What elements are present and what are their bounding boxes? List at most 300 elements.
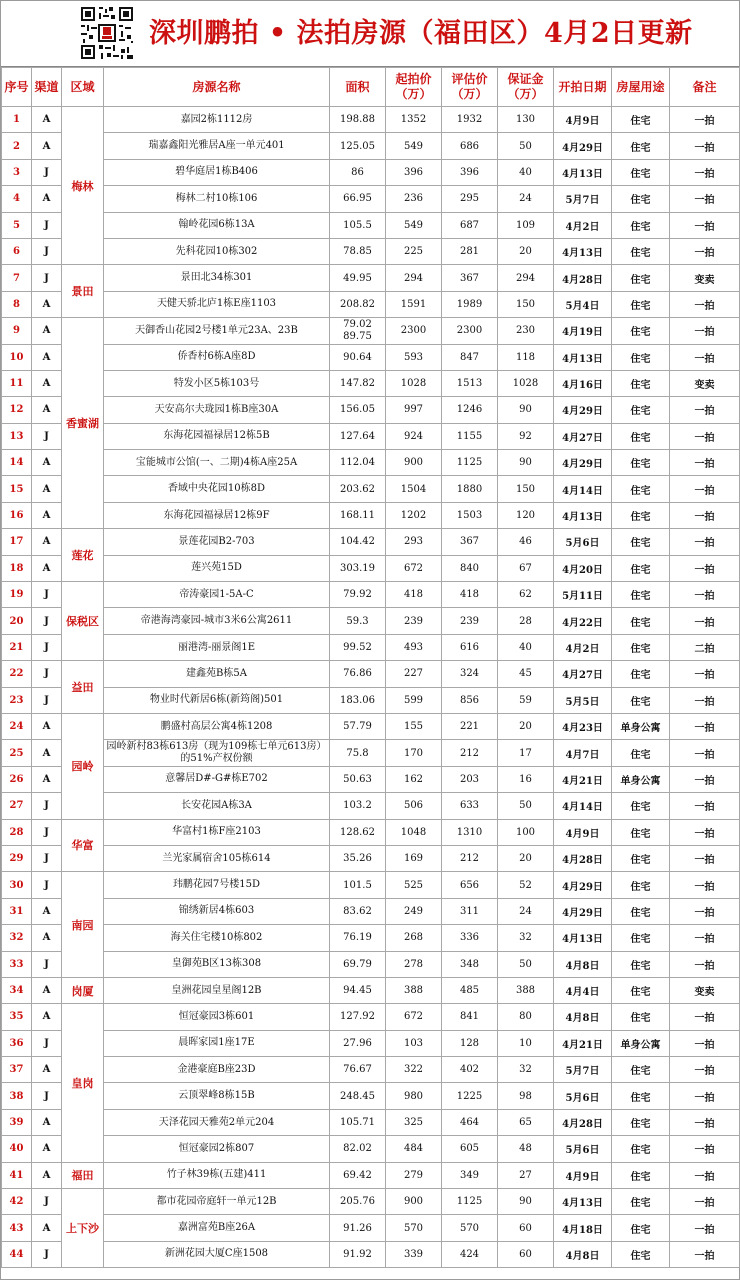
- row-auction-date: 4月27日: [554, 661, 612, 687]
- row-eval-price: 841: [442, 1004, 498, 1030]
- row-property-name: 都市花园帝庭轩一单元12B: [104, 1189, 330, 1215]
- row-channel: A: [32, 925, 62, 951]
- table-row: [2, 1189, 740, 1215]
- row-start-price: 672: [386, 555, 442, 581]
- row-deposit: 62: [498, 582, 554, 608]
- row-channel: A: [32, 344, 62, 370]
- row-deposit: 230: [498, 318, 554, 344]
- row-start-price: 339: [386, 1241, 442, 1267]
- row-deposit: 90: [498, 1189, 554, 1215]
- row-channel: A: [32, 555, 62, 581]
- row-property-name: 景莲花园B2-703: [104, 529, 330, 555]
- row-channel: J: [32, 819, 62, 845]
- row-usage: 住宅: [612, 582, 670, 608]
- row-eval-price: 464: [442, 1109, 498, 1135]
- row-usage: 住宅: [612, 1109, 670, 1135]
- row-size: 86: [330, 159, 386, 185]
- row-note: 一拍: [670, 740, 740, 766]
- row-channel: A: [32, 740, 62, 766]
- row-property-name: 皇洲花园皇星阁12B: [104, 977, 330, 1003]
- row-deposit: 24: [498, 898, 554, 924]
- table-row: [2, 608, 740, 634]
- row-auction-date: 4月13日: [554, 344, 612, 370]
- row-size: 76.67: [330, 1057, 386, 1083]
- row-usage: 住宅: [612, 397, 670, 423]
- row-note: 一拍: [670, 819, 740, 845]
- row-eval-price: 336: [442, 925, 498, 951]
- row-number: 13: [2, 423, 32, 449]
- row-auction-date: 4月20日: [554, 555, 612, 581]
- table-row: [2, 318, 740, 344]
- row-deposit: 16: [498, 766, 554, 792]
- row-auction-date: 4月19日: [554, 318, 612, 344]
- row-channel: J: [32, 582, 62, 608]
- row-eval-price: 656: [442, 872, 498, 898]
- row-auction-date: 5月6日: [554, 1136, 612, 1162]
- row-number: 9: [2, 318, 32, 344]
- row-note: 一拍: [670, 555, 740, 581]
- row-note: 一拍: [670, 608, 740, 634]
- row-size: 35.26: [330, 845, 386, 871]
- row-channel: A: [32, 713, 62, 739]
- row-start-price: 570: [386, 1215, 442, 1241]
- row-deposit: 10: [498, 1030, 554, 1056]
- row-eval-price: 1880: [442, 476, 498, 502]
- row-property-name: 景田北34栋301: [104, 265, 330, 291]
- row-eval-price: 1155: [442, 423, 498, 449]
- row-size: 91.92: [330, 1241, 386, 1267]
- row-property-name: 丽港湾-丽景阁1E: [104, 634, 330, 660]
- row-number: 18: [2, 555, 32, 581]
- row-channel: A: [32, 133, 62, 159]
- row-note: 变卖: [670, 977, 740, 1003]
- row-start-price: 225: [386, 238, 442, 264]
- row-deposit: 109: [498, 212, 554, 238]
- row-note: 一拍: [670, 925, 740, 951]
- row-size: 101.5: [330, 872, 386, 898]
- table-row: [2, 397, 740, 423]
- row-eval-price: 1125: [442, 1189, 498, 1215]
- row-auction-date: 4月28日: [554, 845, 612, 871]
- row-number: 23: [2, 687, 32, 713]
- row-auction-date: 4月13日: [554, 925, 612, 951]
- row-deposit: 150: [498, 291, 554, 317]
- row-size: 104.42: [330, 529, 386, 555]
- row-size: [330, 318, 386, 344]
- row-note: 一拍: [670, 529, 740, 555]
- region-cell: 福田: [62, 1162, 104, 1188]
- row-size: 66.95: [330, 186, 386, 212]
- table-row: [2, 159, 740, 185]
- row-usage: 住宅: [612, 608, 670, 634]
- row-note: 一拍: [670, 713, 740, 739]
- row-auction-date: 5月5日: [554, 687, 612, 713]
- row-auction-date: 4月29日: [554, 450, 612, 476]
- row-auction-date: 5月4日: [554, 291, 612, 317]
- row-deposit: 46: [498, 529, 554, 555]
- row-deposit: 20: [498, 238, 554, 264]
- row-number: 36: [2, 1030, 32, 1056]
- row-channel: A: [32, 1004, 62, 1030]
- row-property-name: 园岭新村83栋613房（现为109栋七单元613房）的51%产权份额: [104, 740, 330, 766]
- row-property-name: 金港豪庭B座23D: [104, 1057, 330, 1083]
- table-row: [2, 238, 740, 264]
- row-note: 一拍: [670, 1136, 740, 1162]
- row-start-price: 493: [386, 634, 442, 660]
- row-size: 69.79: [330, 951, 386, 977]
- row-usage: 住宅: [612, 291, 670, 317]
- row-auction-date: 4月8日: [554, 1004, 612, 1030]
- row-usage: 住宅: [612, 423, 670, 449]
- table-row: [2, 1057, 740, 1083]
- row-usage: 住宅: [612, 1083, 670, 1109]
- row-eval-price: 402: [442, 1057, 498, 1083]
- row-deposit: 50: [498, 793, 554, 819]
- row-property-name: 兰光家属宿舍105栋614: [104, 845, 330, 871]
- row-auction-date: 4月29日: [554, 898, 612, 924]
- row-start-price: 278: [386, 951, 442, 977]
- row-number: 22: [2, 661, 32, 687]
- row-property-name: 海关住宅楼10栋802: [104, 925, 330, 951]
- row-usage: 单身公寓: [612, 1030, 670, 1056]
- row-usage: 住宅: [612, 1004, 670, 1030]
- row-size: 128.62: [330, 819, 386, 845]
- row-note: 一拍: [670, 845, 740, 871]
- row-deposit: 92: [498, 423, 554, 449]
- table-row: [2, 925, 740, 951]
- table-row: [2, 529, 740, 555]
- row-note: 一拍: [670, 238, 740, 264]
- row-eval-price: 1225: [442, 1083, 498, 1109]
- row-property-name: 宝能城市公馆(一、二期)4栋A座25A: [104, 450, 330, 476]
- row-usage: 住宅: [612, 661, 670, 687]
- row-property-name: 东海花园福禄居12栋5B: [104, 423, 330, 449]
- row-usage: 住宅: [612, 1215, 670, 1241]
- row-auction-date: 4月2日: [554, 634, 612, 660]
- row-number: 31: [2, 898, 32, 924]
- region-cell: 益田: [62, 661, 104, 714]
- table-row: [2, 1215, 740, 1241]
- row-number: 43: [2, 1215, 32, 1241]
- row-number: 4: [2, 186, 32, 212]
- row-usage: 住宅: [612, 529, 670, 555]
- row-eval-price: 367: [442, 265, 498, 291]
- row-note: 一拍: [670, 186, 740, 212]
- row-size: 125.05: [330, 133, 386, 159]
- row-usage: 住宅: [612, 318, 670, 344]
- row-channel: A: [32, 766, 62, 792]
- header-region: 区域: [62, 68, 104, 107]
- row-auction-date: 4月29日: [554, 133, 612, 159]
- row-number: 42: [2, 1189, 32, 1215]
- region-cell: 上下沙: [62, 1189, 104, 1268]
- row-auction-date: 4月2日: [554, 212, 612, 238]
- row-number: 20: [2, 608, 32, 634]
- row-start-price: 599: [386, 687, 442, 713]
- row-channel: A: [32, 186, 62, 212]
- row-channel: A: [32, 107, 62, 133]
- row-property-name: 玮鹏花园7号楼15D: [104, 872, 330, 898]
- row-channel: J: [32, 238, 62, 264]
- row-auction-date: 4月18日: [554, 1215, 612, 1241]
- row-deposit: 60: [498, 1215, 554, 1241]
- row-auction-date: 4月13日: [554, 502, 612, 528]
- row-number: 10: [2, 344, 32, 370]
- row-channel: J: [32, 212, 62, 238]
- row-number: 35: [2, 1004, 32, 1030]
- row-size: 205.76: [330, 1189, 386, 1215]
- row-usage: 住宅: [612, 159, 670, 185]
- row-channel: J: [32, 1083, 62, 1109]
- row-size: 248.45: [330, 1083, 386, 1109]
- row-note: 一拍: [670, 159, 740, 185]
- row-deposit: 67: [498, 555, 554, 581]
- row-size: 105.71: [330, 1109, 386, 1135]
- row-property-name: 皇御苑B区13栋308: [104, 951, 330, 977]
- row-property-name: 侨香村6栋A座8D: [104, 344, 330, 370]
- row-eval-price: 212: [442, 740, 498, 766]
- row-usage: 住宅: [612, 476, 670, 502]
- row-note: 一拍: [670, 1083, 740, 1109]
- row-size: 27.96: [330, 1030, 386, 1056]
- row-usage: 住宅: [612, 370, 670, 396]
- row-auction-date: 4月9日: [554, 1162, 612, 1188]
- sheet-title: 深圳鹏拍 • 法拍房源（福田区）4月2日更新: [149, 18, 693, 49]
- row-note: 一拍: [670, 397, 740, 423]
- region-cell: 景田: [62, 265, 104, 318]
- table-row: [2, 107, 740, 133]
- row-deposit: 90: [498, 397, 554, 423]
- row-start-price: 1028: [386, 370, 442, 396]
- row-deposit: 118: [498, 344, 554, 370]
- table-row: [2, 740, 740, 766]
- row-auction-date: 4月28日: [554, 1109, 612, 1135]
- row-usage: 住宅: [612, 212, 670, 238]
- row-eval-price: 348: [442, 951, 498, 977]
- row-size: 147.82: [330, 370, 386, 396]
- row-property-name: 天泽花园天雅苑2单元204: [104, 1109, 330, 1135]
- region-cell: 皇岗: [62, 1004, 104, 1162]
- row-note: 一拍: [670, 951, 740, 977]
- row-deposit: 294: [498, 265, 554, 291]
- row-number: 11: [2, 370, 32, 396]
- table-row: [2, 1083, 740, 1109]
- row-eval-price: 396: [442, 159, 498, 185]
- row-number: 27: [2, 793, 32, 819]
- row-auction-date: 4月14日: [554, 476, 612, 502]
- table-row: [2, 766, 740, 792]
- row-note: 一拍: [670, 212, 740, 238]
- row-start-price: 418: [386, 582, 442, 608]
- table-row: [2, 977, 740, 1003]
- row-eval-price: 2300: [442, 318, 498, 344]
- row-eval-price: 349: [442, 1162, 498, 1188]
- row-deposit: 120: [498, 502, 554, 528]
- row-auction-date: 5月11日: [554, 582, 612, 608]
- header-channel: 渠道: [32, 68, 62, 107]
- region-cell: 保税区: [62, 582, 104, 661]
- row-start-price: 169: [386, 845, 442, 871]
- row-property-name: 东海花园福禄居12栋9F: [104, 502, 330, 528]
- row-start-price: 162: [386, 766, 442, 792]
- row-usage: 住宅: [612, 872, 670, 898]
- table-header-row: [2, 68, 740, 107]
- row-auction-date: 4月7日: [554, 740, 612, 766]
- row-eval-price: 1513: [442, 370, 498, 396]
- row-number: 25: [2, 740, 32, 766]
- row-auction-date: 4月22日: [554, 608, 612, 634]
- row-note: 一拍: [670, 291, 740, 317]
- row-usage: 住宅: [612, 1241, 670, 1267]
- row-auction-date: 4月29日: [554, 397, 612, 423]
- row-auction-date: 4月9日: [554, 107, 612, 133]
- row-auction-date: 4月13日: [554, 238, 612, 264]
- row-eval-price: 221: [442, 713, 498, 739]
- row-eval-price: 633: [442, 793, 498, 819]
- row-size: 78.85: [330, 238, 386, 264]
- row-channel: A: [32, 1057, 62, 1083]
- row-start-price: 549: [386, 212, 442, 238]
- row-number: 6: [2, 238, 32, 264]
- row-start-price: 593: [386, 344, 442, 370]
- table-row: [2, 951, 740, 977]
- row-usage: 住宅: [612, 845, 670, 871]
- row-number: 14: [2, 450, 32, 476]
- row-channel: A: [32, 977, 62, 1003]
- region-cell: 梅林: [62, 107, 104, 265]
- row-start-price: 1352: [386, 107, 442, 133]
- table-row: [2, 344, 740, 370]
- row-property-name: 碧华庭居1栋B406: [104, 159, 330, 185]
- table-row: [2, 687, 740, 713]
- row-deposit: 59: [498, 687, 554, 713]
- row-note: 二拍: [670, 634, 740, 660]
- row-property-name: 天安高尔夫珑园1栋B座30A: [104, 397, 330, 423]
- row-size: 168.11: [330, 502, 386, 528]
- row-size: 127.92: [330, 1004, 386, 1030]
- row-number: 28: [2, 819, 32, 845]
- row-deposit: 40: [498, 634, 554, 660]
- row-start-price: 239: [386, 608, 442, 634]
- row-channel: J: [32, 872, 62, 898]
- table-row: [2, 1136, 740, 1162]
- row-eval-price: 1125: [442, 450, 498, 476]
- row-start-price: 525: [386, 872, 442, 898]
- row-property-name: 鹏盛村高层公寓4栋1208: [104, 713, 330, 739]
- row-channel: J: [32, 159, 62, 185]
- row-channel: A: [32, 291, 62, 317]
- row-auction-date: 4月8日: [554, 1241, 612, 1267]
- row-size: 90.64: [330, 344, 386, 370]
- row-property-name: 香域中央花园10栋8D: [104, 476, 330, 502]
- table-row: [2, 713, 740, 739]
- row-start-price: 236: [386, 186, 442, 212]
- row-property-name: 华富村1栋F座2103: [104, 819, 330, 845]
- table-row: [2, 450, 740, 476]
- row-size: 94.45: [330, 977, 386, 1003]
- row-start-price: 170: [386, 740, 442, 766]
- row-number: 5: [2, 212, 32, 238]
- row-start-price: 396: [386, 159, 442, 185]
- table-row: [2, 370, 740, 396]
- region-cell: 华富: [62, 819, 104, 872]
- row-usage: 住宅: [612, 450, 670, 476]
- row-auction-date: 5月6日: [554, 529, 612, 555]
- row-deposit: 48: [498, 1136, 554, 1162]
- region-cell: 园岭: [62, 713, 104, 819]
- row-note: 变卖: [670, 370, 740, 396]
- row-start-price: 997: [386, 397, 442, 423]
- row-size: 79.92: [330, 582, 386, 608]
- row-auction-date: 4月4日: [554, 977, 612, 1003]
- row-start-price: 1202: [386, 502, 442, 528]
- row-usage: 住宅: [612, 951, 670, 977]
- row-deposit: 27: [498, 1162, 554, 1188]
- row-size: 59.3: [330, 608, 386, 634]
- row-deposit: 45: [498, 661, 554, 687]
- row-number: 37: [2, 1057, 32, 1083]
- row-usage: 住宅: [612, 502, 670, 528]
- row-size: 76.86: [330, 661, 386, 687]
- row-deposit: 80: [498, 1004, 554, 1030]
- row-start-price: 279: [386, 1162, 442, 1188]
- row-usage: 住宅: [612, 186, 670, 212]
- table-row: [2, 212, 740, 238]
- row-property-name: 晨晖家园1座17E: [104, 1030, 330, 1056]
- region-cell: 香蜜湖: [62, 318, 104, 529]
- row-size: 99.52: [330, 634, 386, 660]
- row-note: 一拍: [670, 450, 740, 476]
- row-note: 一拍: [670, 1030, 740, 1056]
- row-eval-price: 605: [442, 1136, 498, 1162]
- row-eval-price: 203: [442, 766, 498, 792]
- row-deposit: 388: [498, 977, 554, 1003]
- row-note: 一拍: [670, 661, 740, 687]
- row-eval-price: 367: [442, 529, 498, 555]
- row-size: 198.88: [330, 107, 386, 133]
- row-number: 39: [2, 1109, 32, 1135]
- row-number: 26: [2, 766, 32, 792]
- row-eval-price: 281: [442, 238, 498, 264]
- row-property-name: 物业时代新居6栋(新筠阁)501: [104, 687, 330, 713]
- table-row: [2, 793, 740, 819]
- table-row: [2, 291, 740, 317]
- row-size: 75.8: [330, 740, 386, 766]
- row-size: 91.26: [330, 1215, 386, 1241]
- row-auction-date: 5月6日: [554, 1083, 612, 1109]
- row-eval-price: 856: [442, 687, 498, 713]
- row-deposit: 130: [498, 107, 554, 133]
- row-size: 82.02: [330, 1136, 386, 1162]
- row-channel: J: [32, 661, 62, 687]
- row-auction-date: 4月16日: [554, 370, 612, 396]
- row-start-price: 1048: [386, 819, 442, 845]
- row-property-name: 天御香山花园2号楼1单元23A、23B: [104, 318, 330, 344]
- row-usage: 住宅: [612, 555, 670, 581]
- row-note: 一拍: [670, 107, 740, 133]
- row-start-price: 227: [386, 661, 442, 687]
- row-start-price: 322: [386, 1057, 442, 1083]
- row-usage: 住宅: [612, 1136, 670, 1162]
- row-property-name: 嘉洲富苑B座26A: [104, 1215, 330, 1241]
- row-channel: A: [32, 1215, 62, 1241]
- table-row: [2, 1162, 740, 1188]
- row-eval-price: 311: [442, 898, 498, 924]
- row-number: 38: [2, 1083, 32, 1109]
- row-eval-price: 295: [442, 186, 498, 212]
- row-note: 一拍: [670, 476, 740, 502]
- row-channel: A: [32, 318, 62, 344]
